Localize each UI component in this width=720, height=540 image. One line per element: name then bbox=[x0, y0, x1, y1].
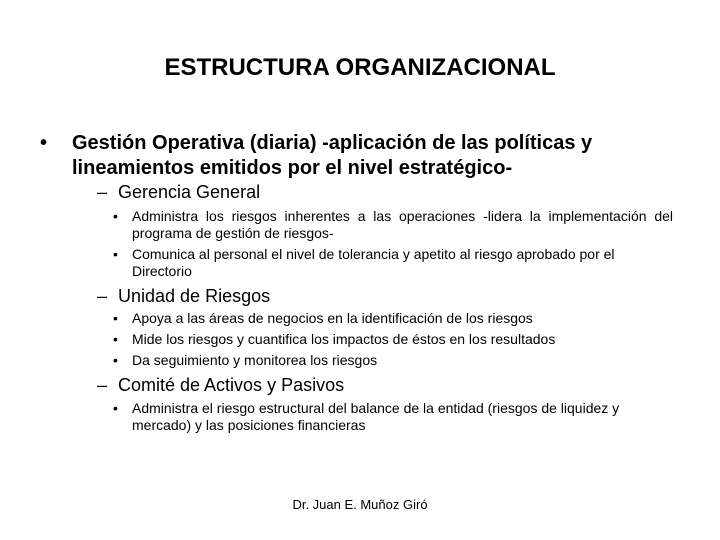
bullet-icon: • bbox=[113, 208, 118, 224]
section-heading: Unidad de Riesgos bbox=[118, 286, 271, 306]
list-item bbox=[113, 246, 673, 280]
bullet-icon: • bbox=[40, 132, 48, 154]
list-item bbox=[113, 310, 673, 327]
footer-author: Dr. Juan E. Muñoz Giró bbox=[292, 497, 428, 512]
main-bullet-text: Gestión Operativa (diaria) -aplicación de las políticas y lineamientos emitidos por el nivel estratégico- bbox=[72, 132, 593, 179]
dash-icon: – bbox=[97, 286, 108, 306]
section-unidad-de-riesgos bbox=[97, 285, 270, 307]
bullet-icon: • bbox=[113, 331, 118, 347]
dash-icon: – bbox=[97, 375, 108, 395]
bullet-icon: • bbox=[113, 310, 118, 326]
list-item-text: Administra los riesgos inherentes a las operaciones -lidera la implementación del programa de gestión de riesgos- bbox=[132, 208, 673, 241]
list-item-text: Da seguimiento y monitorea los riesgos bbox=[132, 352, 378, 368]
list-item bbox=[113, 352, 673, 369]
section-heading: Gerencia General bbox=[118, 182, 261, 202]
section-comite-activos-pasivos bbox=[97, 374, 344, 396]
bullet-icon: • bbox=[113, 400, 118, 416]
bullet-icon: • bbox=[113, 246, 118, 262]
list-item bbox=[113, 331, 673, 348]
list-item bbox=[113, 208, 673, 242]
main-bullet bbox=[40, 131, 680, 181]
list-item bbox=[113, 400, 673, 434]
bullet-icon: • bbox=[113, 352, 118, 368]
list-item-text: Mide los riesgos y cuantifica los impactos de éstos en los resultados bbox=[132, 331, 556, 347]
dash-icon: – bbox=[97, 182, 108, 202]
slide-title: ESTRUCTURA ORGANIZACIONAL bbox=[164, 54, 556, 81]
list-item-text: Comunica al personal el nivel de tolerancia y apetito al riesgo aprobado por el Directorio bbox=[132, 246, 615, 279]
section-gerencia-general bbox=[97, 181, 260, 203]
list-item-text: Apoya a las áreas de negocios en la identificación de los riesgos bbox=[132, 310, 533, 326]
list-item-text: Administra el riesgo estructural del balance de la entidad (riesgos de liquidez y mercado) y las posiciones financieras bbox=[132, 400, 620, 433]
section-heading: Comité de Activos y Pasivos bbox=[118, 375, 345, 395]
